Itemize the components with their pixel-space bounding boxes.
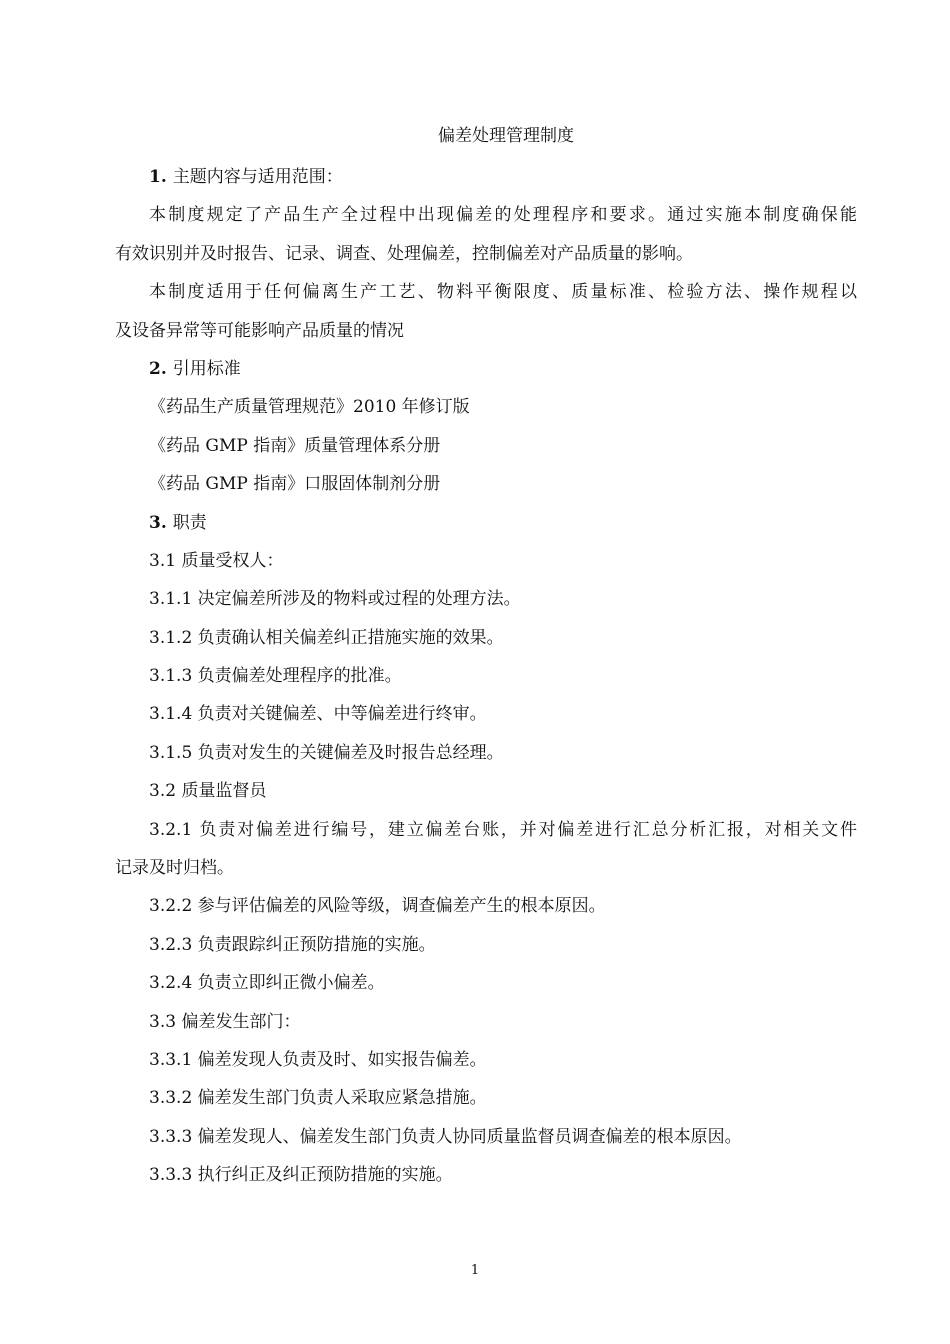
section-number: 2. [149,358,167,379]
list-item: 3.2.1 负责对偏差进行编号，建立偏差台账，并对偏差进行汇总分析汇报，对相关文件 [149,819,857,840]
list-item: 3.1.3 负责偏差处理程序的批准。 [149,666,402,687]
reference-item: 《药品生产质量管理规范》2010 年修订版 [149,397,470,418]
list-item: 3.1 质量受权人： [149,550,284,571]
paragraph-line: 及设备异常等可能影响产品质量的情况 [115,320,404,341]
list-item: 3.2 质量监督员 [149,781,267,802]
section-2-heading [115,350,857,388]
section-heading-text: 引用标准 [172,358,241,379]
page-number: 1 [470,1263,480,1278]
list-item: 3.1.2 负责确认相关偏差纠正措施实施的效果。 [149,627,504,648]
list-item: 3.1.5 负责对发生的关键偏差及时报告总经理。 [149,742,504,763]
list-item: 3.3.1 偏差发现人负责及时、如实报告偏差。 [149,1049,487,1070]
paragraph-line: 本制度适用于任何偏离生产工艺、物料平衡限度、质量标准、检验方法、操作规程以 [149,282,857,303]
section-number: 1. [149,167,167,187]
document-body [115,158,857,1195]
section-1-heading [115,158,857,196]
section-3-heading [115,504,857,542]
paragraph-line: 有效识别并及时报告、记录、调查、处理偏差，控制偏差对产品质量的影响。 [115,243,693,264]
section-heading-text: 主题内容与适用范围： [172,167,343,187]
reference-item: 《药品 GMP 指南》口服固体制剂分册 [149,474,441,495]
list-item: 3.2.2 参与评估偏差的风险等级，调查偏差产生的根本原因。 [149,896,606,917]
list-item: 3.2.3 负责跟踪纠正预防措施的实施。 [149,934,436,955]
reference-item: 《药品 GMP 指南》质量管理体系分册 [149,435,441,456]
list-item-continuation: 记录及时归档。 [115,858,234,879]
paragraph-line: 本制度规定了产品生产全过程中出现偏差的处理程序和要求。通过实施本制度确保能 [149,205,857,226]
list-item: 3.3.3 偏差发现人、偏差发生部门负责人协同质量监督员调查偏差的根本原因。 [149,1126,742,1147]
section-number: 3. [149,512,167,533]
list-item: 3.3.2 偏差发生部门负责人采取应紧急措施。 [149,1088,487,1109]
list-item: 3.3 偏差发生部门： [149,1011,301,1032]
section-heading-text: 职责 [172,512,207,533]
list-item: 3.1.4 负责对关键偏差、中等偏差进行终审。 [149,704,487,725]
list-item: 3.2.4 负责立即纠正微小偏差。 [149,973,385,994]
list-item: 3.1.1 决定偏差所涉及的物料或过程的处理方法。 [149,589,521,610]
document-title: 偏差处理管理制度 [438,126,574,146]
list-item: 3.3.3 执行纠正及纠正预防措施的实施。 [149,1165,453,1186]
